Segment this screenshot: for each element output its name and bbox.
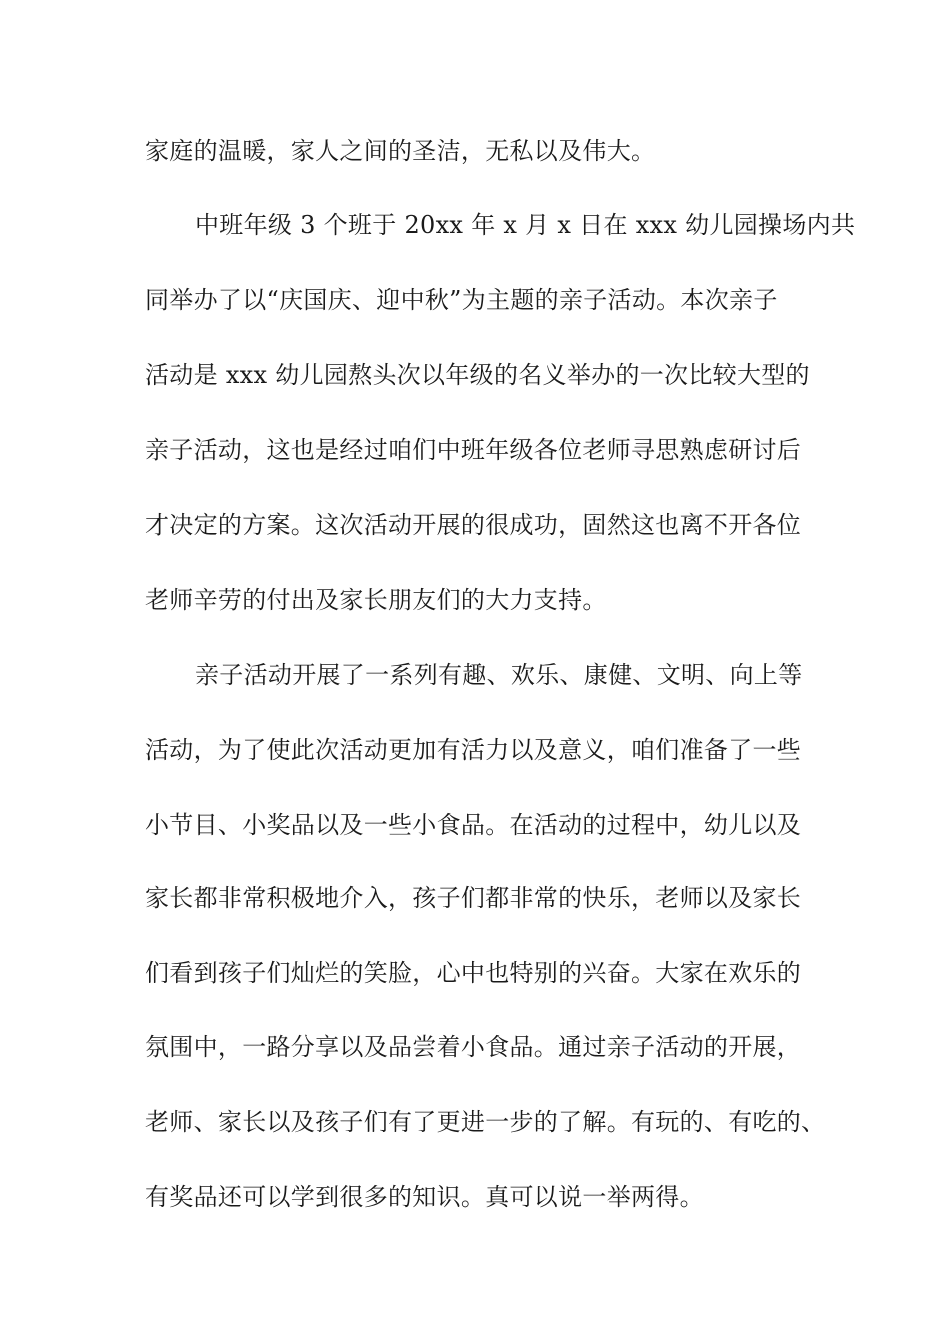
paragraph-2-line-1: 中班年级 3 个班于 20xx 年 x 月 x 日在 xxx 幼儿园操场内共 bbox=[195, 211, 856, 239]
paragraph-2-line-3: 活动是 xxx 幼儿园熬头次以年级的名义举办的一次比较大型的 bbox=[145, 361, 810, 389]
paragraph-3-line-2: 活动，为了使此次活动更加有活力以及意义，咱们准备了一些 bbox=[145, 736, 802, 764]
paragraph-3-line-4: 家长都非常积极地介入，孩子们都非常的快乐，老师以及家长 bbox=[145, 884, 802, 912]
paragraph-2-line-6: 老师辛劳的付出及家长朋友们的大力支持。 bbox=[145, 586, 607, 614]
paragraph-2-line-4: 亲子活动，这也是经过咱们中班年级各位老师寻思熟虑研讨后 bbox=[145, 436, 802, 464]
paragraph-3-line-7: 老师、家长以及孩子们有了更进一步的了解。有玩的、有吃的、 bbox=[145, 1108, 826, 1136]
paragraph-3-line-3: 小节目、小奖品以及一些小食品。在活动的过程中，幼儿以及 bbox=[145, 811, 802, 839]
paragraph-2-line-5: 才决定的方案。这次活动开展的很成功，固然这也离不开各位 bbox=[145, 511, 802, 539]
paragraph-3-line-5: 们看到孩子们灿烂的笑脸，心中也特别的兴奋。大家在欢乐的 bbox=[145, 959, 802, 987]
paragraph-3-line-8: 有奖品还可以学到很多的知识。真可以说一举两得。 bbox=[145, 1183, 704, 1211]
text-line-1: 家庭的温暖，家人之间的圣洁，无私以及伟大。 bbox=[145, 137, 656, 165]
paragraph-3-line-1: 亲子活动开展了一系列有趣、欢乐、康健、文明、向上等 bbox=[195, 661, 803, 689]
paragraph-2-line-2: 同举办了以“庆国庆、迎中秋”为主题的亲子活动。本次亲子 bbox=[145, 286, 778, 314]
paragraph-3-line-6: 氛围中，一路分享以及品尝着小食品。通过亲子活动的开展， bbox=[145, 1033, 802, 1061]
